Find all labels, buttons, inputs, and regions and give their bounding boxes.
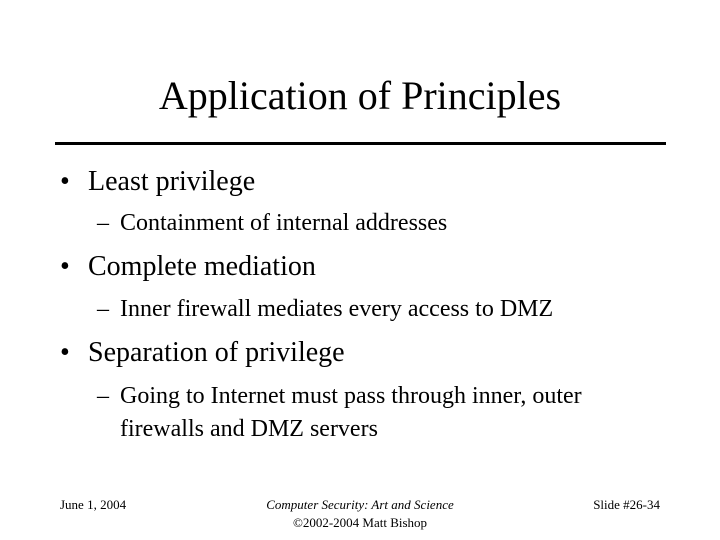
sub-bullet-marker: – <box>97 296 109 322</box>
sub-bullet-internet-path <box>97 380 667 446</box>
sub-bullet-text: Going to Internet must pass through inner, outer firewalls and DMZ servers <box>120 383 582 442</box>
bullet-marker: • <box>60 166 70 197</box>
footer-slide-number: Slide #26-34 <box>593 497 660 512</box>
sub-bullet-marker: – <box>97 210 109 236</box>
sub-bullet-text: Containment of internal addresses <box>120 210 448 236</box>
title-divider <box>55 142 666 145</box>
footer-date: June 1, 2004 <box>60 497 127 512</box>
bullet-marker: • <box>60 251 70 282</box>
sub-bullet-text: Inner firewall mediates every access to DMZ <box>120 296 554 322</box>
slide-title: Application of Principles <box>158 73 562 118</box>
sub-bullet-containment <box>97 207 687 240</box>
footer-copyright: ©2002-2004 Matt Bishop <box>292 515 428 530</box>
bullet-text: Least privilege <box>88 166 256 197</box>
sub-bullet-marker: – <box>97 383 109 409</box>
footer-center <box>200 496 520 532</box>
sub-bullet-inner-firewall <box>97 293 687 326</box>
bullet-least-privilege <box>60 165 255 199</box>
bullet-text: Complete mediation <box>88 251 316 282</box>
bullet-complete-mediation <box>60 250 316 284</box>
bullet-marker: • <box>60 337 70 368</box>
bullet-text: Separation of privilege <box>88 337 345 368</box>
footer-course: Computer Security: Art and Science <box>266 497 454 512</box>
bullet-separation-of-privilege <box>60 336 345 370</box>
